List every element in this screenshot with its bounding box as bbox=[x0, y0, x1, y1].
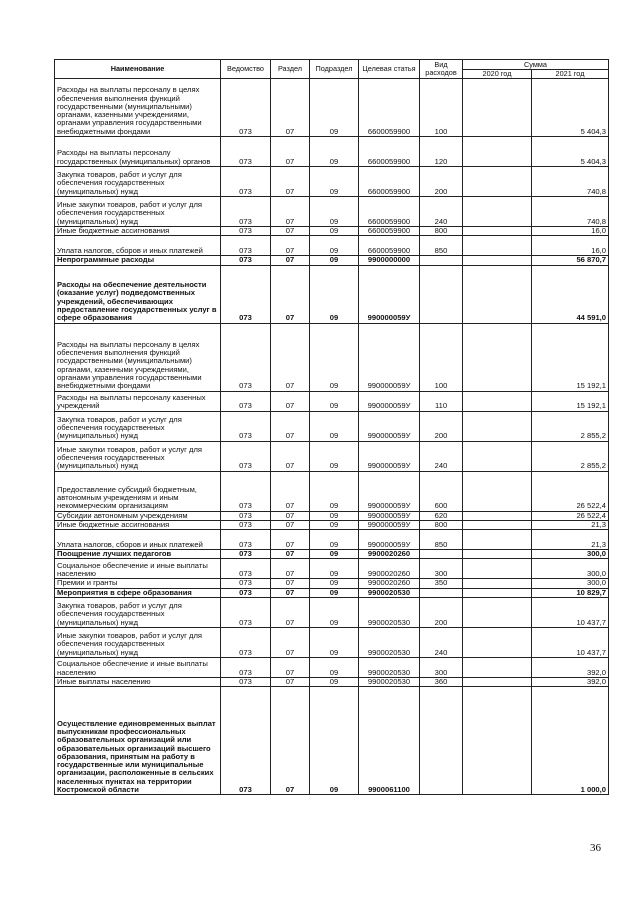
cell-2021: 21,3 bbox=[532, 530, 609, 550]
cell-2020 bbox=[463, 520, 532, 529]
cell-2021: 5 404,3 bbox=[532, 79, 609, 137]
cell-type: 240 bbox=[420, 197, 463, 227]
header-section: Раздел bbox=[271, 60, 310, 79]
cell-name: Иные бюджетные ассигнования bbox=[55, 227, 221, 236]
header-name: Наименование bbox=[55, 60, 221, 79]
cell-name: Закупка товаров, работ и услуг для обеспечения государственных (муниципальных) нужд bbox=[55, 167, 221, 197]
cell-section: 07 bbox=[271, 227, 310, 236]
cell-2020 bbox=[463, 658, 532, 678]
cell-name: Субсидии автономным учреждениям bbox=[55, 511, 221, 520]
cell-name: Расходы на выплаты персоналу государственных (муниципальных) органов bbox=[55, 137, 221, 167]
cell-2021: 26 522,4 bbox=[532, 511, 609, 520]
cell-dept: 073 bbox=[221, 559, 271, 579]
cell-section: 07 bbox=[271, 530, 310, 550]
header-dept: Ведомство bbox=[221, 60, 271, 79]
cell-target: 6600059900 bbox=[359, 236, 420, 256]
table-row bbox=[55, 441, 609, 471]
table-row bbox=[55, 265, 609, 323]
cell-dept: 073 bbox=[221, 511, 271, 520]
cell-target: 6600059900 bbox=[359, 197, 420, 227]
table-row bbox=[55, 236, 609, 256]
cell-type bbox=[420, 265, 463, 323]
cell-target: 990000059У bbox=[359, 441, 420, 471]
table-row bbox=[55, 137, 609, 167]
budget-table bbox=[54, 59, 609, 795]
page-number: 36 bbox=[590, 842, 601, 854]
cell-type: 300 bbox=[420, 658, 463, 678]
cell-2021: 740,8 bbox=[532, 167, 609, 197]
cell-subsection: 09 bbox=[310, 391, 359, 411]
cell-section: 07 bbox=[271, 167, 310, 197]
cell-dept: 073 bbox=[221, 137, 271, 167]
cell-2021: 21,3 bbox=[532, 520, 609, 529]
cell-type: 240 bbox=[420, 441, 463, 471]
cell-name: Премии и гранты bbox=[55, 579, 221, 588]
cell-type: 800 bbox=[420, 520, 463, 529]
cell-subsection: 09 bbox=[310, 579, 359, 588]
cell-2020 bbox=[463, 236, 532, 256]
cell-target: 6600059900 bbox=[359, 167, 420, 197]
cell-target: 990000059У bbox=[359, 520, 420, 529]
cell-target: 9900061100 bbox=[359, 687, 420, 795]
cell-name: Предоставление субсидий бюджетным, автономным учреждениям и иным некоммерческим организациям bbox=[55, 471, 221, 511]
cell-section: 07 bbox=[271, 598, 310, 628]
cell-2020 bbox=[463, 559, 532, 579]
table-row bbox=[55, 323, 609, 391]
cell-subsection: 09 bbox=[310, 471, 359, 511]
cell-dept: 073 bbox=[221, 236, 271, 256]
cell-name: Уплата налогов, сборов и иных платежей bbox=[55, 530, 221, 550]
cell-type: 100 bbox=[420, 323, 463, 391]
cell-target: 990000059У bbox=[359, 265, 420, 323]
table-row bbox=[55, 227, 609, 236]
cell-target: 9900020530 bbox=[359, 628, 420, 658]
cell-name: Расходы на выплаты персоналу в целях обеспечения выполнения функций государственными (муниципальными) органами, казенными учреждениями, органами управления государственными внебюджетными фондами bbox=[55, 79, 221, 137]
cell-name: Расходы на выплаты персоналу казенных учреждений bbox=[55, 391, 221, 411]
cell-target: 9900020260 bbox=[359, 579, 420, 588]
cell-subsection: 09 bbox=[310, 265, 359, 323]
header-2021: 2021 год bbox=[532, 70, 609, 79]
cell-2020 bbox=[463, 530, 532, 550]
cell-section: 07 bbox=[271, 197, 310, 227]
cell-section: 07 bbox=[271, 520, 310, 529]
cell-dept: 073 bbox=[221, 628, 271, 658]
table-row bbox=[55, 598, 609, 628]
cell-section: 07 bbox=[271, 559, 310, 579]
cell-2020 bbox=[463, 628, 532, 658]
table-row bbox=[55, 256, 609, 265]
header-target: Целевая статья bbox=[359, 60, 420, 79]
cell-subsection: 09 bbox=[310, 137, 359, 167]
cell-target: 9900020260 bbox=[359, 550, 420, 559]
cell-name: Расходы на обеспечение деятельности (оказание услуг) подведомственных учреждений, обеспечивающих предоставление государственных услуг в сфере образования bbox=[55, 265, 221, 323]
cell-type bbox=[420, 256, 463, 265]
cell-name: Иные закупки товаров, работ и услуг для обеспечения государственных (муниципальных) нужд bbox=[55, 441, 221, 471]
table-row bbox=[55, 471, 609, 511]
cell-2021: 10 829,7 bbox=[532, 588, 609, 597]
cell-target: 990000059У bbox=[359, 411, 420, 441]
cell-2020 bbox=[463, 678, 532, 687]
cell-type: 200 bbox=[420, 167, 463, 197]
cell-dept: 073 bbox=[221, 658, 271, 678]
cell-2020 bbox=[463, 411, 532, 441]
cell-2021: 10 437,7 bbox=[532, 598, 609, 628]
cell-subsection: 09 bbox=[310, 550, 359, 559]
cell-2020 bbox=[463, 588, 532, 597]
cell-2021: 2 855,2 bbox=[532, 411, 609, 441]
cell-2021: 1 000,0 bbox=[532, 687, 609, 795]
cell-dept: 073 bbox=[221, 265, 271, 323]
cell-2020 bbox=[463, 391, 532, 411]
cell-subsection: 09 bbox=[310, 628, 359, 658]
cell-section: 07 bbox=[271, 323, 310, 391]
cell-name: Поощрение лучших педагогов bbox=[55, 550, 221, 559]
cell-2021: 15 192,1 bbox=[532, 323, 609, 391]
cell-type bbox=[420, 588, 463, 597]
cell-2021: 392,0 bbox=[532, 678, 609, 687]
cell-dept: 073 bbox=[221, 441, 271, 471]
cell-name: Иные закупки товаров, работ и услуг для обеспечения государственных (муниципальных) нужд bbox=[55, 628, 221, 658]
cell-target: 6600059900 bbox=[359, 137, 420, 167]
cell-dept: 073 bbox=[221, 197, 271, 227]
cell-subsection: 09 bbox=[310, 79, 359, 137]
cell-dept: 073 bbox=[221, 391, 271, 411]
cell-2020 bbox=[463, 687, 532, 795]
cell-name: Социальное обеспечение и иные выплаты населению bbox=[55, 658, 221, 678]
cell-dept: 073 bbox=[221, 79, 271, 137]
cell-2021: 10 437,7 bbox=[532, 628, 609, 658]
table-row bbox=[55, 559, 609, 579]
cell-dept: 073 bbox=[221, 471, 271, 511]
table-row bbox=[55, 687, 609, 795]
cell-section: 07 bbox=[271, 687, 310, 795]
cell-type: 200 bbox=[420, 411, 463, 441]
cell-type: 360 bbox=[420, 678, 463, 687]
cell-section: 07 bbox=[271, 391, 310, 411]
cell-type: 350 bbox=[420, 579, 463, 588]
table-row bbox=[55, 579, 609, 588]
cell-2020 bbox=[463, 227, 532, 236]
cell-subsection: 09 bbox=[310, 441, 359, 471]
cell-2021: 16,0 bbox=[532, 236, 609, 256]
cell-type: 600 bbox=[420, 471, 463, 511]
table-row bbox=[55, 678, 609, 687]
cell-2020 bbox=[463, 579, 532, 588]
cell-subsection: 09 bbox=[310, 227, 359, 236]
cell-subsection: 09 bbox=[310, 323, 359, 391]
cell-2020 bbox=[463, 441, 532, 471]
cell-target: 9900020530 bbox=[359, 588, 420, 597]
cell-2020 bbox=[463, 197, 532, 227]
cell-target: 990000059У bbox=[359, 530, 420, 550]
cell-section: 07 bbox=[271, 678, 310, 687]
cell-2021: 15 192,1 bbox=[532, 391, 609, 411]
cell-name: Иные выплаты населению bbox=[55, 678, 221, 687]
cell-section: 07 bbox=[271, 411, 310, 441]
cell-subsection: 09 bbox=[310, 687, 359, 795]
table-row bbox=[55, 530, 609, 550]
cell-subsection: 09 bbox=[310, 197, 359, 227]
cell-dept: 073 bbox=[221, 678, 271, 687]
cell-2020 bbox=[463, 79, 532, 137]
cell-subsection: 09 bbox=[310, 588, 359, 597]
cell-dept: 073 bbox=[221, 550, 271, 559]
cell-type bbox=[420, 687, 463, 795]
cell-section: 07 bbox=[271, 588, 310, 597]
cell-section: 07 bbox=[271, 441, 310, 471]
table-row bbox=[55, 411, 609, 441]
cell-2021: 740,8 bbox=[532, 197, 609, 227]
cell-2020 bbox=[463, 167, 532, 197]
cell-section: 07 bbox=[271, 471, 310, 511]
cell-target: 990000059У bbox=[359, 471, 420, 511]
cell-2021: 44 591,0 bbox=[532, 265, 609, 323]
table-body bbox=[55, 79, 609, 795]
cell-name: Иные бюджетные ассигнования bbox=[55, 520, 221, 529]
cell-target: 990000059У bbox=[359, 511, 420, 520]
cell-subsection: 09 bbox=[310, 678, 359, 687]
cell-2020 bbox=[463, 323, 532, 391]
cell-dept: 073 bbox=[221, 588, 271, 597]
cell-type: 110 bbox=[420, 391, 463, 411]
table-row bbox=[55, 167, 609, 197]
cell-section: 07 bbox=[271, 137, 310, 167]
table-row bbox=[55, 391, 609, 411]
cell-target: 990000059У bbox=[359, 391, 420, 411]
cell-subsection: 09 bbox=[310, 559, 359, 579]
cell-dept: 073 bbox=[221, 256, 271, 265]
cell-target: 990000059У bbox=[359, 323, 420, 391]
cell-name: Закупка товаров, работ и услуг для обеспечения государственных (муниципальных) нужд bbox=[55, 411, 221, 441]
cell-dept: 073 bbox=[221, 579, 271, 588]
cell-dept: 073 bbox=[221, 530, 271, 550]
cell-section: 07 bbox=[271, 256, 310, 265]
cell-name: Мероприятия в сфере образования bbox=[55, 588, 221, 597]
cell-section: 07 bbox=[271, 79, 310, 137]
cell-2021: 300,0 bbox=[532, 579, 609, 588]
cell-subsection: 09 bbox=[310, 530, 359, 550]
cell-dept: 073 bbox=[221, 520, 271, 529]
cell-name: Социальное обеспечение и иные выплаты населению bbox=[55, 559, 221, 579]
cell-name: Иные закупки товаров, работ и услуг для обеспечения государственных (муниципальных) нужд bbox=[55, 197, 221, 227]
cell-type: 100 bbox=[420, 79, 463, 137]
cell-2020 bbox=[463, 256, 532, 265]
table-row bbox=[55, 520, 609, 529]
cell-type: 200 bbox=[420, 598, 463, 628]
cell-section: 07 bbox=[271, 265, 310, 323]
cell-type: 800 bbox=[420, 227, 463, 236]
cell-target: 9900020260 bbox=[359, 559, 420, 579]
cell-2020 bbox=[463, 511, 532, 520]
cell-target: 9900020530 bbox=[359, 678, 420, 687]
cell-subsection: 09 bbox=[310, 256, 359, 265]
cell-2021: 26 522,4 bbox=[532, 471, 609, 511]
cell-section: 07 bbox=[271, 550, 310, 559]
cell-dept: 073 bbox=[221, 598, 271, 628]
cell-2021: 56 870,7 bbox=[532, 256, 609, 265]
cell-subsection: 09 bbox=[310, 236, 359, 256]
cell-subsection: 09 bbox=[310, 520, 359, 529]
cell-2021: 2 855,2 bbox=[532, 441, 609, 471]
cell-dept: 073 bbox=[221, 687, 271, 795]
cell-2020 bbox=[463, 471, 532, 511]
table-row bbox=[55, 588, 609, 597]
cell-2021: 392,0 bbox=[532, 658, 609, 678]
cell-dept: 073 bbox=[221, 411, 271, 441]
cell-type: 850 bbox=[420, 236, 463, 256]
cell-2021: 300,0 bbox=[532, 559, 609, 579]
cell-type: 300 bbox=[420, 559, 463, 579]
cell-section: 07 bbox=[271, 628, 310, 658]
cell-target: 6600059900 bbox=[359, 79, 420, 137]
header-type: Вид расходов bbox=[420, 60, 463, 79]
cell-section: 07 bbox=[271, 511, 310, 520]
cell-name: Осуществление единовременных выплат выпускникам профессиональных образовательных организаций или образовательных организаций высшего образования, принятым на работу в государственные или муниципальные организации, расположенные в сельских населенных пунктах на территории Костромской области bbox=[55, 687, 221, 795]
table-row bbox=[55, 79, 609, 137]
cell-type: 120 bbox=[420, 137, 463, 167]
cell-2021: 300,0 bbox=[532, 550, 609, 559]
table-row bbox=[55, 550, 609, 559]
cell-type: 850 bbox=[420, 530, 463, 550]
cell-target: 9900020530 bbox=[359, 658, 420, 678]
cell-subsection: 09 bbox=[310, 598, 359, 628]
cell-name: Закупка товаров, работ и услуг для обеспечения государственных (муниципальных) нужд bbox=[55, 598, 221, 628]
cell-2021: 16,0 bbox=[532, 227, 609, 236]
cell-target: 6600059900 bbox=[359, 227, 420, 236]
cell-type: 240 bbox=[420, 628, 463, 658]
cell-dept: 073 bbox=[221, 167, 271, 197]
cell-section: 07 bbox=[271, 658, 310, 678]
cell-subsection: 09 bbox=[310, 411, 359, 441]
cell-section: 07 bbox=[271, 236, 310, 256]
cell-2020 bbox=[463, 137, 532, 167]
cell-2021: 5 404,3 bbox=[532, 137, 609, 167]
cell-name: Расходы на выплаты персоналу в целях обеспечения выполнения функций государственными (муниципальными) органами, казенными учреждениями, органами управления государственными внебюджетными фондами bbox=[55, 323, 221, 391]
cell-subsection: 09 bbox=[310, 658, 359, 678]
cell-type: 620 bbox=[420, 511, 463, 520]
header-2020: 2020 год bbox=[463, 70, 532, 79]
header-subsection: Подраздел bbox=[310, 60, 359, 79]
cell-section: 07 bbox=[271, 579, 310, 588]
cell-name: Непрограммные расходы bbox=[55, 256, 221, 265]
cell-subsection: 09 bbox=[310, 167, 359, 197]
cell-2020 bbox=[463, 550, 532, 559]
cell-type bbox=[420, 550, 463, 559]
cell-dept: 073 bbox=[221, 323, 271, 391]
cell-subsection: 09 bbox=[310, 511, 359, 520]
cell-2020 bbox=[463, 265, 532, 323]
table-row bbox=[55, 658, 609, 678]
cell-dept: 073 bbox=[221, 227, 271, 236]
cell-target: 9900020530 bbox=[359, 598, 420, 628]
cell-name: Уплата налогов, сборов и иных платежей bbox=[55, 236, 221, 256]
cell-2020 bbox=[463, 598, 532, 628]
table-row bbox=[55, 197, 609, 227]
header-sum: Сумма bbox=[463, 60, 609, 70]
table-row bbox=[55, 511, 609, 520]
table-row bbox=[55, 628, 609, 658]
cell-target: 9900000000 bbox=[359, 256, 420, 265]
